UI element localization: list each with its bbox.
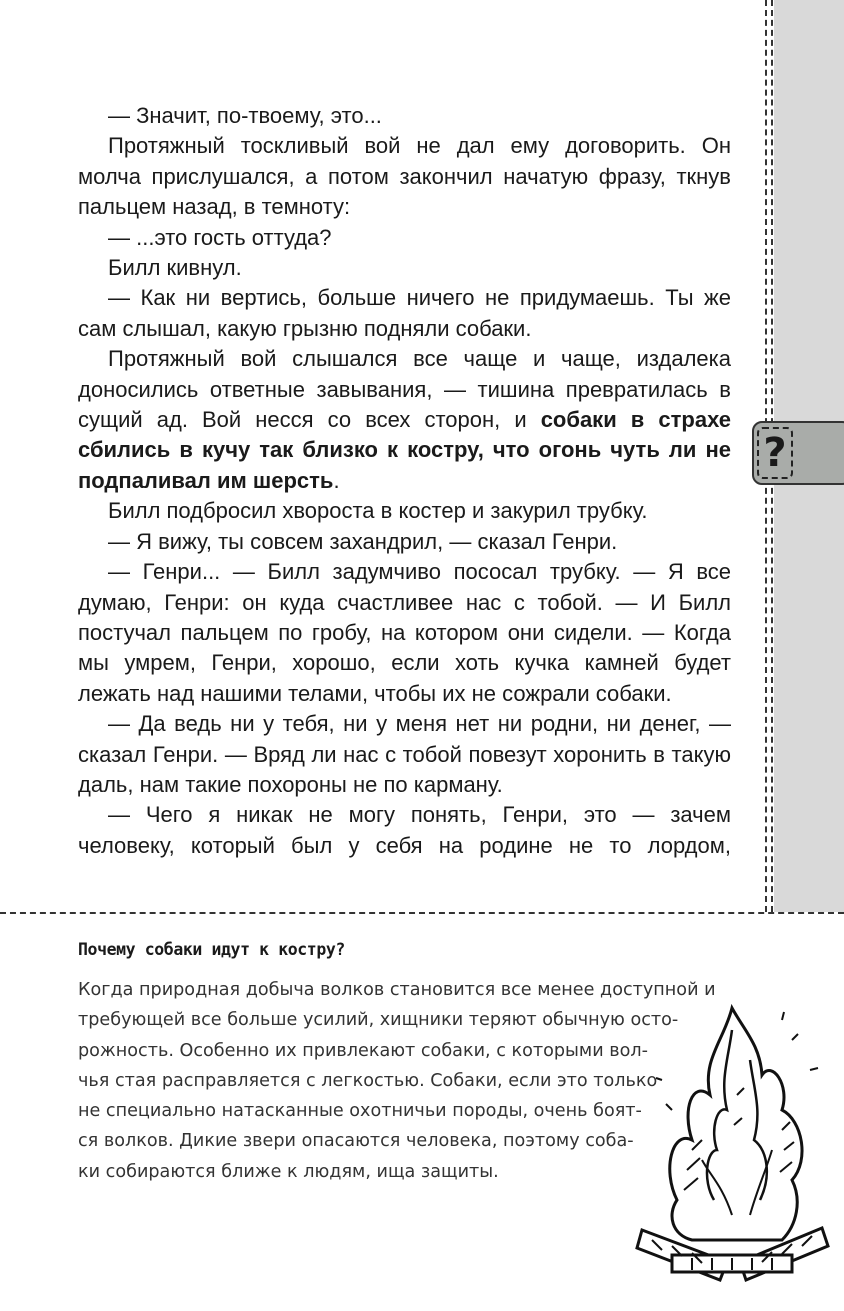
paragraph-text: Протяжный вой слышался все чаще и чаще, издалека доносились ответные завывания, — тишина превратилась в сущий ад. Вой несся со всех сторон, и <box>78 346 731 433</box>
paragraph: — Значит, по-твоему, это... <box>108 103 382 128</box>
paragraph: Билл кивнул. <box>108 255 242 281</box>
paragraph: Протяжный тоскливый вой не дал ему договорить. Он молча прислушался, а потом закончил начатую фразу, ткнув пальцем назад, в темноту: <box>78 133 731 220</box>
info-box-line: ки собираются ближе к людям, ища защиты. <box>78 1161 499 1182</box>
question-mark-icon: ? <box>757 427 793 479</box>
paragraph-text-end: . <box>333 467 340 493</box>
info-box-line: требующей все больше усилий, хищники теряют обычную осто- <box>78 1010 679 1031</box>
info-box-line: не специально натасканные охотничьи породы, очень боят- <box>78 1101 642 1122</box>
campfire-illustration <box>632 1000 832 1290</box>
paragraph: — Да ведь ни у тебя, ни у меня нет ни родни, ни денег, — сказал Генри. — Вряд ли нас с тобой повезут хоронить в такую даль, нам такие похороны не по карману. <box>78 711 731 797</box>
paragraph: Билл подбросил хвороста в костер и закурил трубку. <box>108 498 648 524</box>
paragraph: — Я вижу, ты совсем захандрил, — сказал Генри. <box>108 528 618 554</box>
paragraph-continued: — Чего я никак не могу понять, Генри, это — зачем человеку, который был у себя на родине не то лордом, <box>78 802 731 858</box>
paragraph: — ...это гость оттуда? <box>108 224 332 250</box>
paragraph: — Как ни вертись, больше ничего не придумаешь. Ты же сам слышал, какую грызню подняли собаки. <box>78 285 731 341</box>
paragraph: — Генри... — Билл задумчиво пососал трубку. — Я все думаю, Генри: он куда счастливее нас с тобой. — И Билл постучал пальцем по гробу, на котором они сидели. — Когда мы умрем, Генри, хорошо, если хоть кучка камней будет лежать над нашими телами, чтобы их не сожрали собаки. <box>78 559 731 706</box>
info-box-title: Почему собаки идут к костру? <box>78 940 345 959</box>
info-box-line: чья стая расправляется с легкостью. Собаки, если это только <box>78 1070 658 1091</box>
story-text <box>78 101 731 861</box>
bold-highlight: собаки в страхе сбились в кучу так близко к костру, что огонь чуть ли не подпаливал им шерсть <box>78 407 731 493</box>
paragraph-highlight <box>78 344 731 496</box>
info-box-line: Когда природная добыча волков становится все менее доступной и <box>78 980 716 1000</box>
info-box-line: ся волков. Дикие звери опасаются человека, поэтому соба- <box>78 1131 634 1152</box>
info-box-line: рожность. Особенно их привлекают собаки, с которыми вол- <box>78 1040 648 1061</box>
dashed-divider-horizontal <box>0 912 844 914</box>
